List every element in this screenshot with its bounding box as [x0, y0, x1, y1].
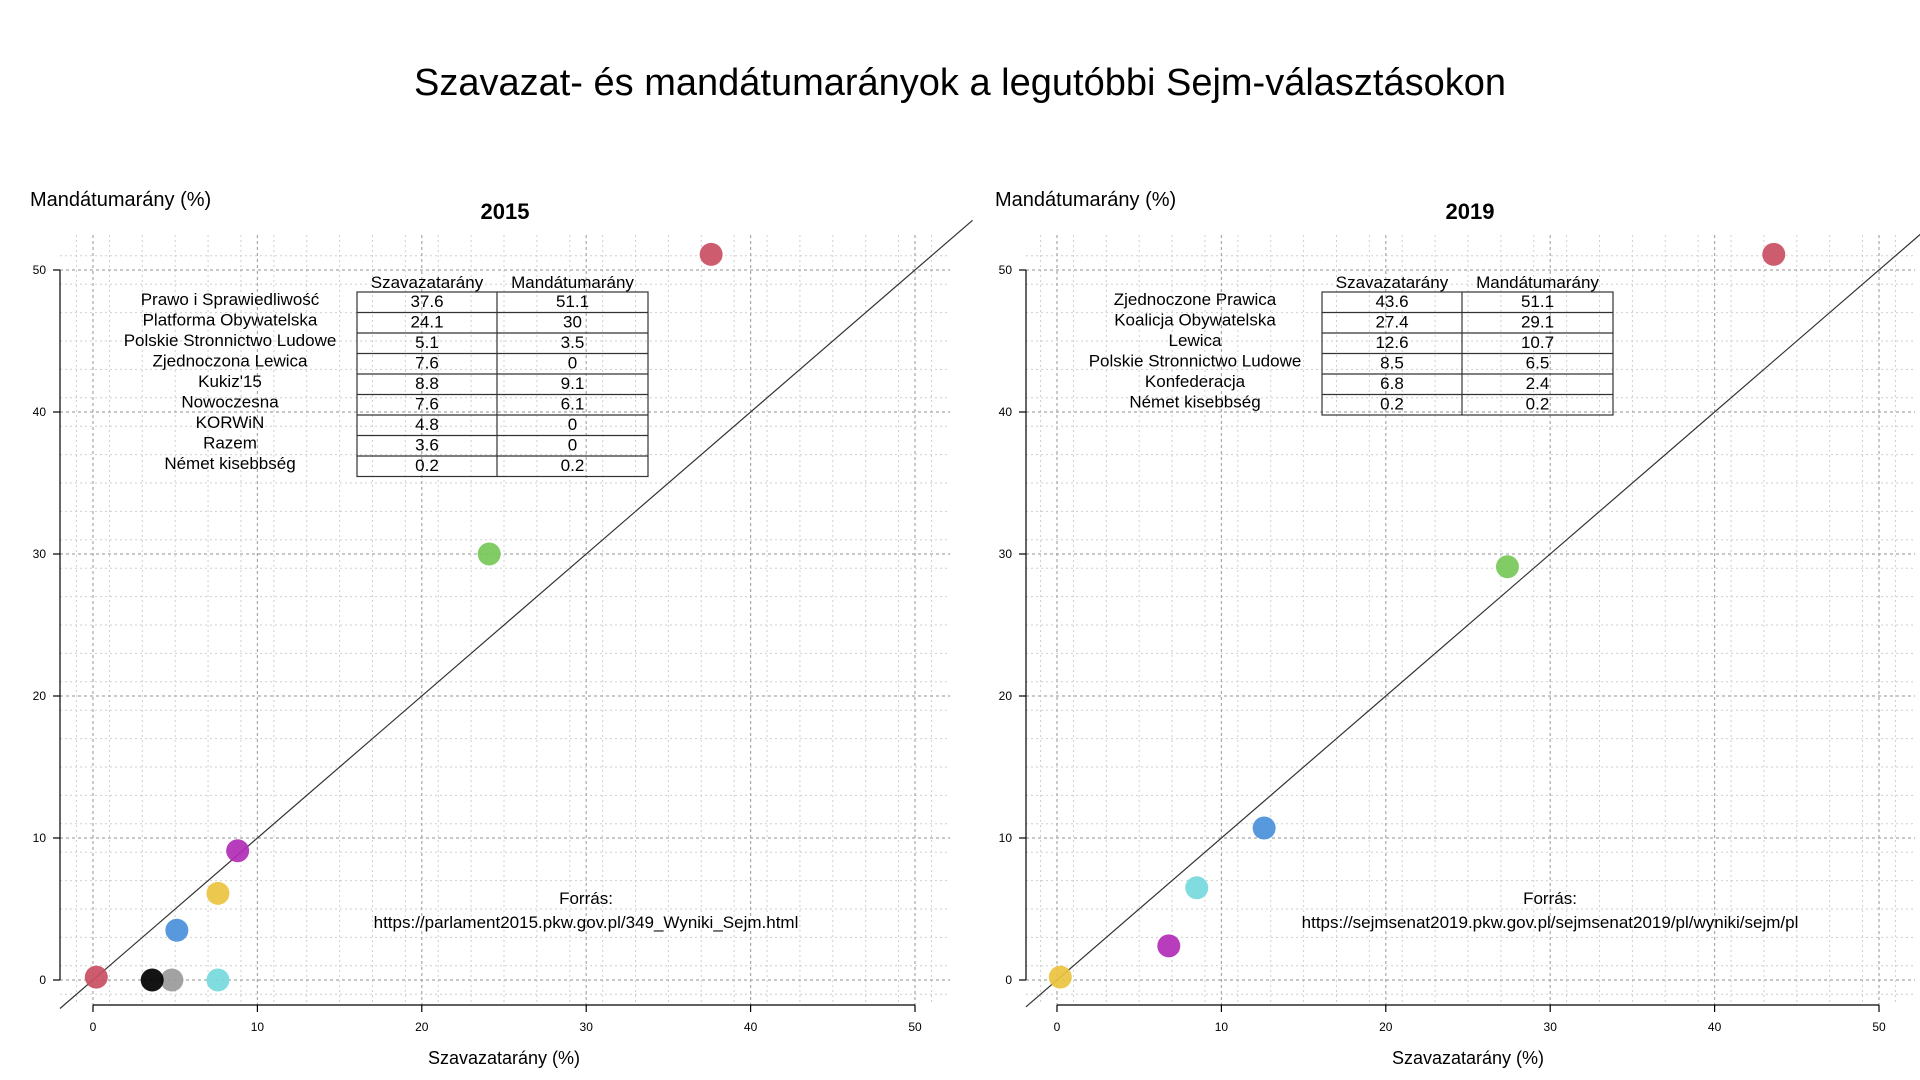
table-seat-share-value: 51.1	[555, 292, 590, 311]
table-party-name: Német kisebbség	[164, 454, 296, 473]
table-vote-share-value: 8.5	[1380, 353, 1404, 373]
table-vote-share-value: 12.6	[1375, 333, 1409, 352]
data-point	[478, 543, 501, 566]
table-party-name: Zjednoczone Prawica	[1113, 290, 1277, 309]
data-point	[1253, 817, 1276, 840]
data-point	[165, 919, 188, 942]
table-party-name: Lewica	[1168, 331, 1222, 350]
table-seat-share-value: 0.2	[560, 456, 585, 475]
y-tick-label: 0	[39, 973, 46, 987]
major-grid	[60, 235, 950, 1005]
table-seat-share-value: 2.4	[1525, 374, 1550, 393]
x-tick-label: 50	[1872, 1020, 1886, 1034]
source-label: Forrás:	[1523, 889, 1577, 908]
y-tick-label: 30	[32, 547, 46, 561]
data-point	[1496, 555, 1519, 578]
table-header-vote-share: Szavazatarány	[370, 273, 484, 292]
major-grid	[1026, 235, 1915, 1005]
y-tick-label: 40	[32, 405, 46, 419]
table-seat-share-value: 0	[567, 415, 578, 434]
y-tick-label: 20	[32, 689, 46, 703]
x-tick-label: 30	[579, 1020, 593, 1034]
x-tick-label: 40	[1707, 1020, 1722, 1034]
panel-2015	[30, 189, 973, 1068]
source-label: Forrás:	[559, 889, 613, 908]
table-header-seat-share: Mandátumarány	[511, 273, 634, 292]
table-party-name: Koalicja Obywatelska	[1114, 310, 1276, 330]
y-axis-label: Mandátumarány (%)	[30, 189, 212, 211]
table-vote-share-value: 43.6	[1375, 292, 1409, 311]
table-vote-share-value: 27.4	[1375, 312, 1409, 332]
table-party-name: Polskie Stronnictwo Ludowe	[1088, 351, 1302, 371]
x-tick-label: 10	[1214, 1020, 1229, 1034]
table-vote-share-value: 24.1	[410, 312, 444, 332]
table-vote-share-value: 8.8	[415, 374, 439, 393]
reference-line-y-equals-x	[1026, 220, 1920, 1006]
table-seat-share-value: 0.2	[1525, 394, 1550, 414]
table-party-name: Német kisebbség	[1129, 392, 1261, 412]
data-table-border	[357, 292, 648, 477]
table-vote-share-value: 3.6	[415, 435, 439, 455]
data-point	[206, 969, 229, 992]
table-party-name: Zjednoczona Lewica	[152, 351, 308, 371]
x-axis-label: Szavazatarány (%)	[1391, 1048, 1545, 1068]
table-party-name: KORWiN	[195, 413, 265, 432]
table-header-seat-share: Mandátumarány	[1476, 273, 1599, 292]
data-point	[206, 882, 229, 905]
data-point	[1185, 876, 1208, 899]
table-vote-share-value: 0.2	[415, 456, 439, 475]
data-point	[226, 839, 249, 862]
minor-grid	[60, 235, 950, 1005]
table-vote-share-value: 5.1	[415, 333, 439, 352]
x-tick-label: 20	[415, 1020, 429, 1034]
table-vote-share-value: 37.6	[410, 292, 444, 311]
x-tick-label: 30	[1543, 1020, 1557, 1034]
table-seat-share-value: 0	[567, 353, 578, 373]
table-party-name: Nowoczesna	[181, 392, 279, 412]
x-tick-label: 50	[908, 1020, 922, 1034]
y-axis-label: Mandátumarány (%)	[995, 189, 1177, 211]
panel-title: 2015	[480, 199, 530, 224]
data-table-grid	[357, 292, 648, 477]
data-point	[1049, 966, 1072, 989]
table-seat-share-value: 3.5	[560, 333, 585, 352]
table-party-name: Platforma Obywatelska	[142, 310, 318, 330]
y-tick-label: 50	[998, 263, 1012, 277]
table-seat-share-value: 6.5	[1525, 353, 1550, 373]
y-tick-label: 50	[32, 263, 46, 277]
table-party-name: Polskie Stronnictwo Ludowe	[123, 331, 337, 350]
data-point	[141, 969, 164, 992]
panel-title: 2019	[1445, 199, 1495, 224]
data-point	[1157, 934, 1180, 957]
main-title: Szavazat- és mandátumarányok a legutóbbi Sejm-választásokon	[413, 62, 1507, 104]
table-vote-share-value: 7.6	[415, 394, 439, 414]
data-point	[160, 969, 183, 992]
table-seat-share-value: 6.1	[560, 394, 585, 414]
table-vote-share-value: 6.8	[1380, 374, 1404, 393]
x-tick-label: 0	[1053, 1020, 1061, 1034]
table-seat-share-value: 10.7	[1520, 333, 1555, 352]
x-tick-label: 10	[250, 1020, 265, 1034]
x-axis-label: Szavazatarány (%)	[427, 1048, 581, 1068]
x-tick-label: 0	[89, 1020, 97, 1034]
table-seat-share-value: 29.1	[1520, 312, 1555, 332]
y-tick-label: 30	[998, 547, 1012, 561]
table-seat-share-value: 30	[563, 312, 582, 332]
table-seat-share-value: 0	[567, 435, 578, 455]
source-url: https://sejmsenat2019.pkw.gov.pl/sejmsenat2019/pl/wyniki/sejm/pl	[1301, 913, 1799, 932]
x-tick-label: 40	[743, 1020, 758, 1034]
y-tick-label: 20	[998, 689, 1012, 703]
table-vote-share-value: 4.8	[415, 415, 439, 434]
y-tick-label: 40	[998, 405, 1012, 419]
table-party-name: Razem	[203, 433, 257, 453]
minor-grid	[1026, 235, 1915, 1005]
y-tick-label: 10	[998, 831, 1012, 845]
table-party-name: Konfederacja	[1144, 372, 1246, 391]
table-vote-share-value: 7.6	[415, 353, 439, 373]
table-vote-share-value: 0.2	[1380, 394, 1404, 414]
data-point	[1762, 243, 1785, 266]
source-url: https://parlament2015.pkw.gov.pl/349_Wyniki_Sejm.html	[373, 913, 799, 932]
y-tick-label: 10	[32, 831, 46, 845]
table-party-name: Prawo i Sprawiedliwość	[140, 290, 320, 309]
data-point	[700, 243, 723, 266]
table-header-vote-share: Szavazatarány	[1335, 273, 1449, 292]
x-tick-label: 20	[1379, 1020, 1393, 1034]
panel-2019	[995, 189, 1920, 1068]
data-point	[85, 966, 108, 989]
table-seat-share-value: 9.1	[560, 374, 585, 393]
table-seat-share-value: 51.1	[1520, 292, 1555, 311]
y-tick-label: 0	[1005, 973, 1012, 987]
table-party-name: Kukiz'15	[198, 372, 262, 391]
